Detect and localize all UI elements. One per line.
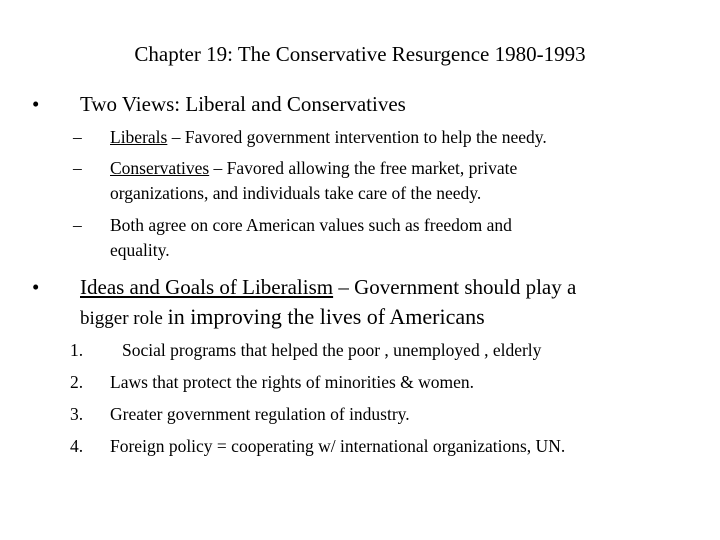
term-ideas-goals-liberalism: Ideas and Goals of Liberalism bbox=[80, 275, 334, 299]
term-liberals: Liberals bbox=[110, 127, 168, 147]
number-marker-1: 1. bbox=[70, 340, 84, 360]
bullet-marker: • bbox=[32, 92, 40, 116]
slide-title: Chapter 19: The Conservative Resurgence 1980-1993 bbox=[134, 42, 586, 66]
number-marker-2: 2. bbox=[70, 372, 84, 392]
liberalism-description-line1: – Government should play a bbox=[333, 275, 577, 299]
dash-marker: – bbox=[73, 127, 82, 147]
sub-item-both-agree-line2: equality. bbox=[110, 240, 170, 260]
numbered-item-4: Foreign policy = cooperating w/ international organizations, UN. bbox=[110, 436, 566, 456]
liberalism-description-part2: in improving the lives of Americans bbox=[167, 304, 485, 329]
dash-marker: – bbox=[73, 158, 82, 178]
number-marker-3: 3. bbox=[70, 404, 84, 424]
dash-marker: – bbox=[73, 215, 82, 235]
numbered-item-3: Greater government regulation of industry. bbox=[110, 404, 410, 424]
section-heading-liberalism bbox=[80, 275, 576, 300]
liberals-description: – Favored government intervention to help the needy. bbox=[167, 127, 547, 147]
conservatives-description-line2: organizations, and individuals take care of the needy. bbox=[110, 183, 482, 203]
section-heading-two-views: Two Views: Liberal and Conservatives bbox=[80, 92, 406, 116]
sub-item-conservatives bbox=[110, 158, 517, 179]
term-conservatives: Conservatives bbox=[110, 158, 210, 178]
bullet-marker: • bbox=[32, 275, 40, 299]
number-marker-4: 4. bbox=[70, 436, 84, 456]
liberalism-description-part1: bigger role bbox=[80, 308, 168, 329]
numbered-item-1: Social programs that helped the poor , unemployed , elderly bbox=[122, 340, 542, 360]
sub-item-both-agree-line1: Both agree on core American values such as freedom and bbox=[110, 215, 512, 235]
numbered-item-2: Laws that protect the rights of minorities & women. bbox=[110, 372, 475, 392]
sub-item-liberals bbox=[110, 127, 547, 148]
liberalism-description-line2 bbox=[80, 304, 485, 330]
conservatives-description-line1: – Favored allowing the free market, private bbox=[209, 158, 518, 178]
